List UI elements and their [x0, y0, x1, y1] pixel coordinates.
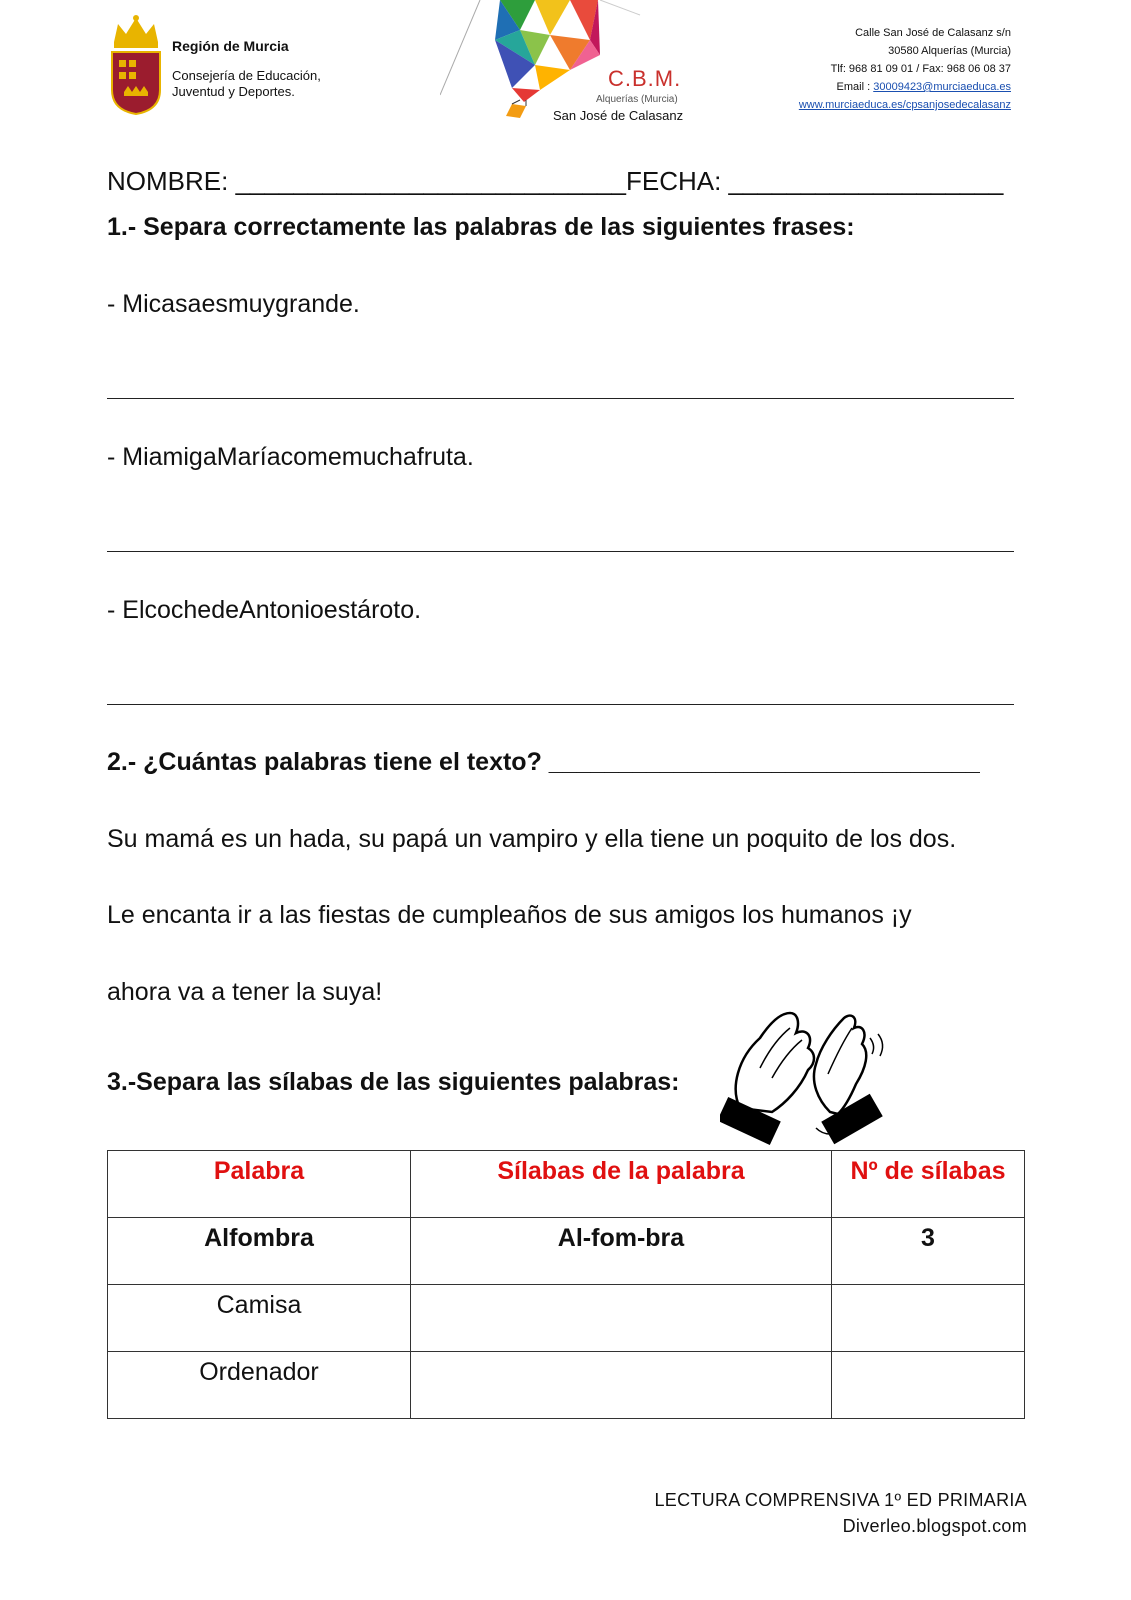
header-palabra: Palabra — [108, 1151, 411, 1218]
answer-line-1[interactable] — [107, 398, 1014, 399]
email-line — [799, 78, 1011, 96]
school-place: Alquerías (Murcia) — [596, 94, 678, 105]
syllables-cell: Al-fom-bra — [411, 1218, 832, 1285]
school-contact-block — [799, 24, 1011, 114]
email-link[interactable]: 30009423@murciaeduca.es — [873, 81, 1011, 93]
syllables-table — [107, 1150, 1025, 1419]
answer-line-2[interactable] — [107, 551, 1014, 552]
exercise-1-sentence-1: - Micasaesmuygrande. — [107, 290, 360, 318]
clapping-hands-icon — [720, 1008, 890, 1156]
word-cell: Alfombra — [108, 1218, 411, 1285]
exercise-1-sentence-3: - ElcochedeAntonioestároto. — [107, 596, 422, 624]
word-cell: Camisa — [108, 1285, 411, 1352]
table-row — [108, 1285, 1025, 1352]
syllable-count-cell: 3 — [832, 1218, 1025, 1285]
consejeria-line-1: Consejería de Educación, — [172, 68, 321, 83]
exercise-1-title: 1.- Separa correctamente las palabras de las siguientes frases: — [107, 213, 855, 241]
exercise-2-title[interactable]: 2.- ¿Cuántas palabras tiene el texto? _______________________________ — [107, 748, 980, 776]
story-line-3: ahora va a tener la suya! — [107, 978, 383, 1006]
consejeria-line-2: Juventud y Deportes. — [172, 84, 295, 99]
consejeria-text — [172, 68, 342, 100]
table-row — [108, 1218, 1025, 1285]
story-line-2: Le encanta ir a las fiestas de cumpleaños de sus amigos los humanos ¡y — [107, 901, 912, 929]
table-header-row — [108, 1151, 1025, 1218]
syllable-count-cell[interactable] — [832, 1285, 1025, 1352]
footer-site: Diverleo.blogspot.com — [842, 1516, 1027, 1536]
website-link[interactable]: www.murciaeduca.es/cpsanjosedecalasanz — [798, 99, 1011, 111]
header-silabas: Sílabas de la palabra — [411, 1151, 832, 1218]
name-date-line[interactable]: NOMBRE: ___________________________FECHA: ___________________ — [107, 166, 1004, 196]
syllable-count-cell[interactable] — [832, 1352, 1025, 1419]
story-line-1: Su mamá es un hada, su papá un vampiro y ella tiene un poquito de los dos. — [107, 825, 957, 853]
header-num-silabas: Nº de sílabas — [832, 1151, 1025, 1218]
school-abbreviation: C.B.M. — [608, 66, 682, 91]
table-row — [108, 1352, 1025, 1419]
answer-line-3[interactable] — [107, 704, 1014, 705]
region-title: Región de Murcia — [172, 38, 289, 54]
phone-line: Tlf: 968 81 09 01 / Fax: 968 06 08 37 — [830, 63, 1011, 75]
footer-course: LECTURA COMPRENSIVA 1º ED PRIMARIA — [654, 1490, 1027, 1510]
syllables-cell[interactable] — [411, 1352, 832, 1419]
address-line-1: Calle San José de Calasanz s/n — [855, 27, 1011, 39]
address-line-2: 30580 Alquerías (Murcia) — [888, 45, 1011, 57]
school-name: San José de Calasanz — [553, 108, 684, 123]
page-footer — [654, 1487, 1027, 1539]
exercise-3-title: 3.-Separa las sílabas de las siguientes palabras: — [107, 1068, 680, 1096]
region-murcia-crest-icon — [108, 12, 164, 116]
email-label: Email : — [836, 81, 874, 93]
word-cell: Ordenador — [108, 1352, 411, 1419]
exercise-1-sentence-2: - MiamigaMaríacomemuchafruta. — [107, 443, 474, 471]
syllables-cell[interactable] — [411, 1285, 832, 1352]
